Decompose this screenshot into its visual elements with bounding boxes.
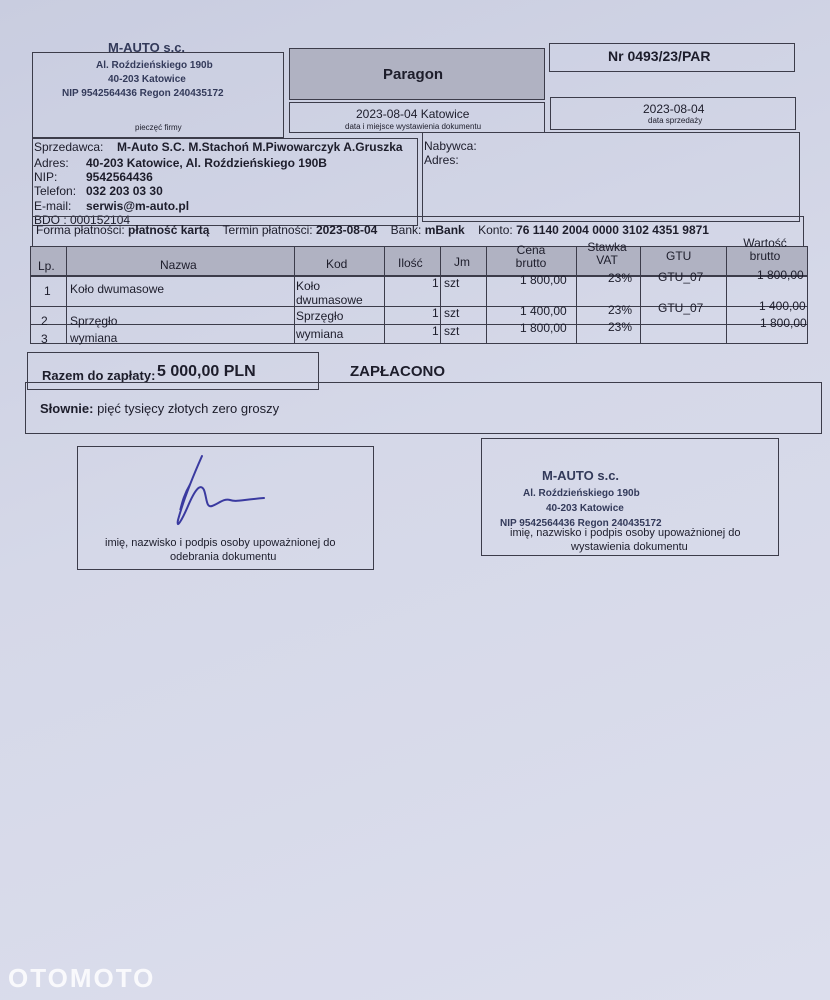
header-price: Cena brutto (515, 243, 547, 270)
row-2-price: 1 400,00 (520, 304, 567, 318)
issuer-stamp-city: 40-203 Katowice (546, 503, 624, 514)
row-1-unit: szt (444, 276, 460, 290)
seller-phone-label: Telefon: (34, 184, 77, 198)
seller-label: Sprzedawca: (34, 140, 104, 154)
words-value: pięć tysięcy złotych zero groszy (97, 401, 280, 416)
seller-phone: 032 203 03 30 (86, 184, 163, 198)
row-3-value: 1 800,00 (760, 316, 807, 330)
company-stamp-name: M-AUTO s.c. (108, 40, 186, 55)
buyer-address-label: Adres: (424, 153, 459, 167)
bank-name: mBank (424, 223, 465, 237)
header-vat: Stawka VAT (587, 240, 627, 267)
seller-address: 40-203 Katowice, Al. Roździeńskiego 190B (86, 156, 327, 170)
row-2-unit: szt (444, 306, 460, 320)
row-3-code: wymiana (296, 327, 344, 341)
account-number: 76 1140 2004 0000 3102 4351 9871 (516, 223, 709, 237)
handwritten-signature (160, 450, 270, 540)
row-3-price: 1 800,00 (520, 321, 567, 335)
sale-date: 2023-08-04 (643, 102, 705, 116)
document-title: Paragon (383, 66, 444, 83)
bank-label: Bank: (390, 223, 422, 237)
row-2-gtu: GTU_07 (658, 301, 704, 315)
company-stamp-caption: pieczęć firmy (135, 123, 182, 132)
seller-email: serwis@m-auto.pl (86, 199, 190, 213)
row-3-unit: szt (444, 324, 460, 338)
seller-nip-label: NIP: (34, 170, 58, 184)
payment-term-label: Termin płatności: (222, 223, 313, 237)
row-3-name: wymiana (70, 331, 118, 345)
row-3-lp: 3 (41, 332, 48, 346)
header-lp: Lp. (38, 259, 55, 273)
header-qty: Ilość (398, 256, 423, 270)
amount-in-words (40, 401, 279, 416)
row-1-vat: 23% (608, 271, 633, 285)
sale-caption: data sprzedaży (648, 116, 703, 125)
total-amount: 5 000,00 PLN (157, 363, 256, 380)
row-2-qty: 1 (432, 306, 439, 320)
total-label: Razem do zapłaty: (42, 368, 156, 383)
row-1-value: 1 800,00 (757, 268, 804, 282)
row-2-code: Sprzęgło (296, 309, 344, 323)
company-stamp-ids: NIP 9542564436 Regon 240435172 (62, 88, 224, 99)
header-name: Nazwa (160, 258, 197, 272)
payment-row (36, 223, 709, 237)
issue-caption: data i miejsce wystawienia dokumentu (345, 122, 482, 131)
words-label: Słownie: (40, 401, 94, 416)
row-1-price: 1 800,00 (520, 273, 567, 287)
row-1-qty: 1 (432, 276, 439, 290)
issuer-stamp-address: Al. Roździeńskiego 190b (523, 488, 640, 499)
buyer-box (422, 132, 800, 222)
issuer-caption-1: imię, nazwisko i podpis osoby upoważnionej do (510, 527, 741, 539)
row-1-gtu: GTU_07 (658, 270, 704, 284)
header-code: Kod (326, 257, 348, 271)
issue-date-place: 2023-08-04 Katowice (356, 107, 470, 121)
issuer-stamp-name: M-AUTO s.c. (542, 468, 620, 483)
row-1-lp: 1 (44, 284, 51, 298)
seller-email-label: E-mail: (34, 199, 72, 213)
row-2-vat: 23% (608, 303, 633, 317)
row-1-name: Koło dwumasowe (70, 282, 165, 296)
row-3-vat: 23% (608, 320, 633, 334)
company-stamp-city: 40-203 Katowice (108, 74, 186, 85)
row-2-name: Sprzęgło (70, 314, 118, 328)
receiver-caption-2: odebrania dokumentu (170, 551, 277, 563)
issuer-caption-2: wystawienia dokumentu (571, 541, 688, 553)
row-3-qty: 1 (432, 324, 439, 338)
document-number: Nr 0493/23/PAR (608, 48, 711, 64)
header-gtu: GTU (666, 249, 692, 263)
paid-status: ZAPŁACONO (350, 363, 445, 380)
account-label: Konto: (478, 223, 513, 237)
payment-form: płatność kartą (128, 223, 210, 237)
header-value: Wartość brutto (743, 236, 787, 263)
row-2-lp: 2 (41, 314, 48, 328)
seller-address-label: Adres: (34, 156, 69, 170)
seller-bdo: BDO : 000152104 (34, 213, 131, 227)
company-stamp-address: Al. Roździeńskiego 190b (96, 60, 213, 71)
header-unit: Jm (454, 255, 470, 269)
seller-nip: 9542564436 (86, 170, 153, 184)
payment-form-label: Forma płatności: (36, 223, 125, 237)
issuer-stamp-ids: NIP 9542564436 Regon 240435172 (500, 518, 662, 529)
receiver-caption-1: imię, nazwisko i podpis osoby upoważnionej do (105, 537, 336, 549)
buyer-label: Nabywca: (424, 139, 477, 153)
row-1-code: Koło dwumasowe (296, 279, 363, 307)
payment-term: 2023-08-04 (315, 223, 378, 237)
otomoto-watermark: OTOMOTO (8, 963, 156, 993)
row-2-value: 1 400,00 (759, 299, 806, 313)
seller-name: M-Auto S.C. M.Stachoń M.Piwowarczyk A.Gruszka (117, 140, 403, 154)
items-table (30, 236, 810, 346)
